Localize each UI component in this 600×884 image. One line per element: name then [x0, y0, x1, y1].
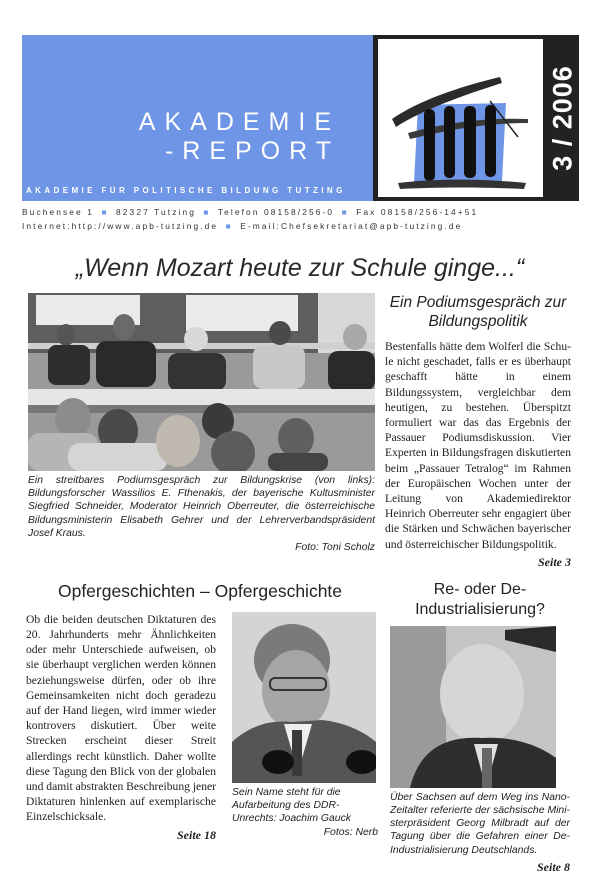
lead-subheadline: Ein Podiumsgespräch zur Bildungspolitik	[389, 294, 567, 330]
masthead-title-line2: -REPORT	[164, 137, 340, 165]
second-body-text: Ob die beiden deutschen Diktaturen des 20. Jahrhunderts mehr Ähnlichkeiten oder mehr Unterschiede aufweisen, ob sie überhaupt verglichen werden können beziehungsweise dürfen, oder ob ihre Gemeinsamkeiten nicht doch geradezu auf der Hand liegen, wird immer wieder kontrovers diskutiert. Über weite Strecken erscheint dieser Streit allerdings recht künstlich. Daher wollte diese Tagung den Blick von der globalen und damit abstrakten Beschreibung jener Diktaturen hinlenken auf exemplarische Einzelschicksale.	[26, 612, 216, 824]
issue-strip	[547, 35, 579, 201]
second-page-ref[interactable]: Seite 18	[177, 827, 216, 842]
contact-block	[22, 205, 582, 233]
issue-number: 3 / 2006	[547, 65, 578, 171]
portrait-illustration	[232, 612, 376, 783]
lead-text-column	[385, 293, 571, 570]
separator-icon: ■	[225, 221, 233, 231]
milbradt-photo	[390, 626, 556, 788]
contact-line-2	[22, 219, 582, 233]
logo-frame	[373, 35, 547, 201]
lead-photo-credit: Foto: Toni Scholz	[295, 542, 375, 554]
lead-page-ref[interactable]: Seite 3	[538, 554, 571, 569]
third-page-ref[interactable]: Seite 8	[537, 859, 570, 874]
second-text-column	[26, 612, 216, 843]
address-street: Buchensee 1	[22, 207, 94, 217]
separator-icon: ■	[101, 207, 109, 217]
lead-photo-caption: Ein streitbares Podiumsgespräch zur Bildungskrise (von links): Bildungsforscher Wassilios E. Fthenakis, der bayerische Kultusminister Siegfried Schneider, Moderator Heinrich Oberreuter, die österreichische Bildungsministerin Elisabeth Gehrer und der Lehrerverbandspräsident Josef Kraus.	[28, 475, 375, 539]
gauck-photo-caption: Sein Name steht für die Aufarbeitung des DDR-Unrechts: Joachim Gauck	[232, 786, 351, 825]
lead-body-text: Bestenfalls hätte dem Wolferl die Schule nicht geschadet, falls er es überhaupt geschafft hätte in einem Bildungssystem, vergleichbar dem heutigen, zu bestehen. Überspitzt formuliert war das das Ergebnis der Passauer Podiumsdiskussion. Vier Experten in Bildungsfragen diskutierten beim „Passauer Tetralog“ im Rahmen der Europäischen Wochen unter der Leitung von Akademiedirektor Heinrich Oberreuter sehr engagiert über die Stärken und Schwächen bayerischer und österreichischer Bildungspolitik.	[385, 340, 571, 551]
milbradt-photo-caption: Über Sachsen auf dem Weg ins Nano-Zeitalter referierte der sächsische Ministerpräsident Georg Milbradt auf der Tagung über die Gefahren einer De-Industrialisierung Deutschlands.	[390, 791, 570, 856]
address-city: 82327 Tutzing	[116, 207, 196, 217]
website-link[interactable]: Internet:http://www.apb-tutzing.de	[22, 221, 219, 231]
masthead-subtitle: AKADEMIE FÜR POLITISCHE BILDUNG TUTZING	[26, 186, 346, 195]
lower-stories	[22, 580, 600, 875]
second-headline: Opfergeschichten – Opfergeschichte	[57, 580, 343, 601]
masthead-title	[22, 108, 340, 166]
email-link[interactable]: E-mail:Chefsekretariat@apb-tutzing.de	[240, 221, 463, 231]
portrait-illustration	[390, 626, 556, 788]
contact-line-1	[22, 205, 582, 219]
brush-stroke-temple-icon	[378, 39, 543, 197]
second-story-body	[22, 612, 378, 843]
phone: Telefon 08158/256-0	[217, 207, 335, 217]
lead-headline: „Wenn Mozart heute zur Schule ginge...“	[75, 254, 525, 282]
separator-icon: ■	[203, 207, 211, 217]
lead-photo-column	[28, 293, 375, 554]
third-story	[390, 580, 570, 875]
gauck-photo	[232, 612, 376, 783]
lead-photo-panel-discussion	[28, 293, 375, 471]
masthead-title-line1: AKADEMIE	[138, 108, 340, 136]
gauck-photo-credit: Fotos: Nerb	[323, 827, 378, 839]
masthead	[22, 35, 579, 201]
lead-story	[28, 293, 600, 570]
gauck-column	[232, 612, 378, 840]
fax: Fax 08158/256-14+51	[356, 207, 479, 217]
logo	[378, 39, 543, 197]
second-story	[22, 580, 378, 843]
separator-icon: ■	[341, 207, 349, 217]
panel-photo-illustration	[28, 293, 375, 471]
third-headline: Re- oder De-Industrialisierung?	[415, 580, 545, 618]
